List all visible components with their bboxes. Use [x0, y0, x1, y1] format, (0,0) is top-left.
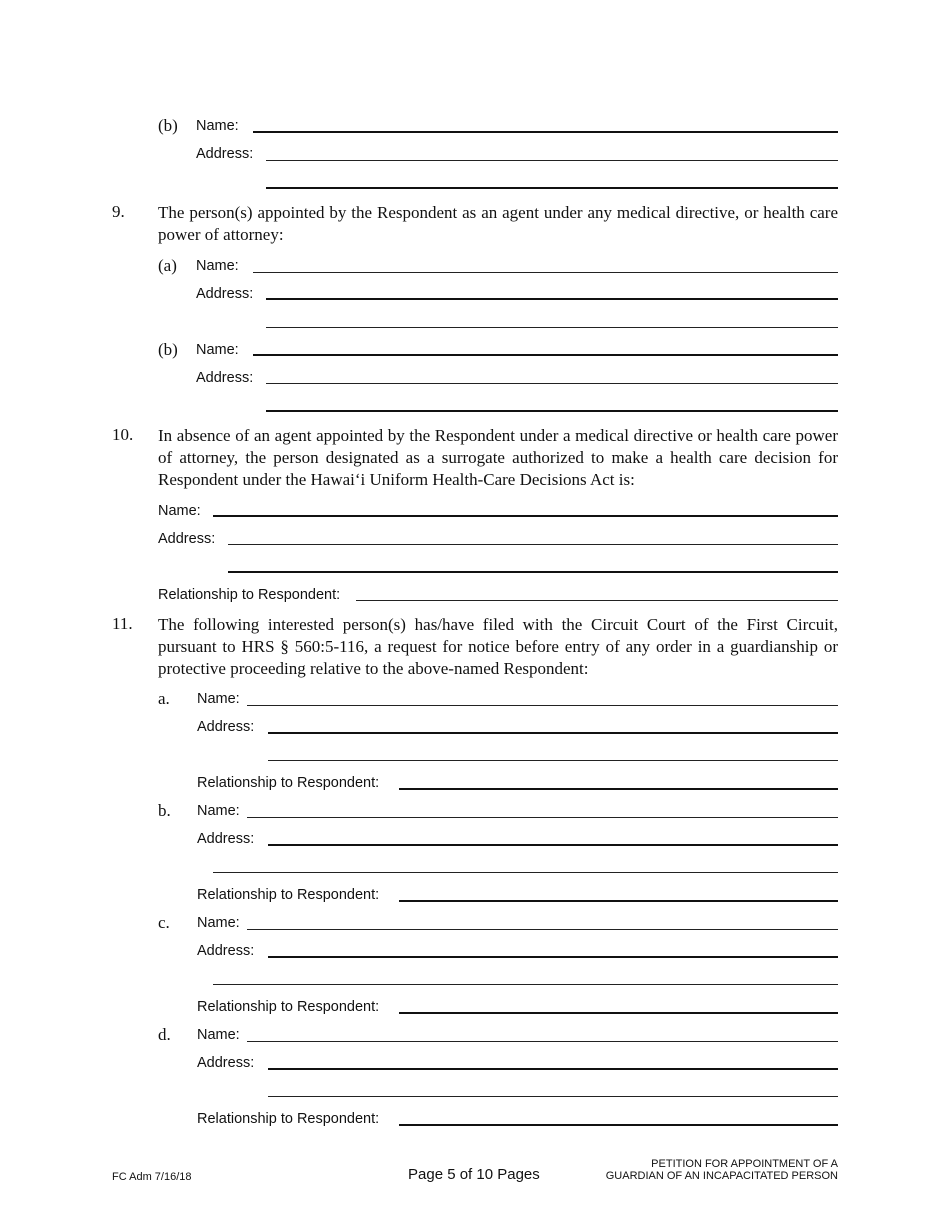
- address-field-line[interactable]: [266, 160, 838, 161]
- name-label: Name:: [197, 1027, 240, 1043]
- name-label: Name:: [197, 803, 240, 819]
- address-field-line-2[interactable]: [268, 1096, 838, 1097]
- address-field-line[interactable]: [268, 956, 838, 958]
- name-field-line[interactable]: [247, 817, 838, 818]
- relationship-label: Relationship to Respondent:: [197, 1111, 380, 1127]
- address-label: Address:: [196, 286, 254, 302]
- address-field-line-2[interactable]: [266, 327, 838, 328]
- address-field-line[interactable]: [268, 1068, 838, 1070]
- name-label: Name:: [196, 118, 239, 134]
- name-label: Name:: [197, 691, 240, 707]
- address-field-line-2[interactable]: [228, 571, 838, 573]
- address-field-line-2[interactable]: [266, 410, 838, 412]
- address-field-line-2[interactable]: [213, 872, 838, 873]
- name-field-line[interactable]: [247, 705, 838, 706]
- entry-letter: d.: [158, 1025, 171, 1044]
- relationship-label: Relationship to Respondent:: [197, 775, 380, 791]
- address-field-line-2[interactable]: [266, 187, 838, 189]
- form-title-line-2: GUARDIAN OF AN INCAPACITATED PERSON: [605, 1170, 838, 1182]
- form-title: [560, 1158, 838, 1182]
- address-label: Address:: [196, 146, 254, 162]
- address-label: Address:: [158, 531, 216, 547]
- name-field-line[interactable]: [213, 515, 838, 517]
- relationship-field-line[interactable]: [356, 600, 838, 601]
- address-label: Address:: [196, 370, 254, 386]
- entry-letter: b.: [158, 801, 171, 820]
- relationship-field-line[interactable]: [399, 1012, 838, 1014]
- form-id: FC Adm 7/16/18: [112, 1171, 192, 1183]
- name-field-line[interactable]: [247, 929, 838, 930]
- item10-number: 10.: [112, 425, 134, 444]
- address-field-line[interactable]: [268, 844, 838, 846]
- relationship-label: Relationship to Respondent:: [158, 587, 341, 603]
- name-label: Name:: [196, 258, 239, 274]
- name-label: Name:: [196, 342, 239, 358]
- address-label: Address:: [197, 1055, 255, 1071]
- entry-letter: a.: [158, 689, 170, 708]
- item11-text: The following interested person(s) has/have filed with the Circuit Court of the First Circuit, pursuant to HRS § 560:5-116, a request for notice before entry of any order in a guardianship or protective proceeding relative to the above-named Respondent:: [158, 615, 838, 678]
- relationship-field-line[interactable]: [399, 900, 838, 902]
- item8b-letter: (b): [158, 116, 178, 135]
- address-label: Address:: [197, 719, 255, 735]
- address-field-line-2[interactable]: [268, 760, 838, 761]
- name-field-line[interactable]: [253, 354, 838, 356]
- relationship-label: Relationship to Respondent:: [197, 999, 380, 1015]
- name-label: Name:: [158, 503, 201, 519]
- relationship-field-line[interactable]: [399, 788, 838, 790]
- name-label: Name:: [197, 915, 240, 931]
- page-number: Page 5 of 10 Pages: [408, 1166, 540, 1183]
- name-field-line[interactable]: [253, 272, 838, 273]
- address-field-line[interactable]: [268, 732, 838, 734]
- address-label: Address:: [197, 943, 255, 959]
- address-field-line[interactable]: [266, 383, 838, 384]
- entry-letter: c.: [158, 913, 170, 932]
- relationship-label: Relationship to Respondent:: [197, 887, 380, 903]
- item9b-letter: (b): [158, 340, 178, 359]
- item10-text: In absence of an agent appointed by the Respondent under a medical directive or health care power of attorney, the person designated as a surrogate authorized to make a health care decision for Respondent under the Hawai‘i Uniform Health-Care Decisions Act is:: [158, 426, 838, 489]
- item9a-letter: (a): [158, 256, 177, 275]
- item9-text: The person(s) appointed by the Respondent as an agent under any medical directive, or health care power of attorney:: [158, 203, 838, 244]
- relationship-field-line[interactable]: [399, 1124, 838, 1126]
- address-label: Address:: [197, 831, 255, 847]
- form-title-line-1: PETITION FOR APPOINTMENT OF A: [651, 1158, 838, 1170]
- address-field-line[interactable]: [228, 544, 838, 545]
- address-field-line-2[interactable]: [213, 984, 838, 985]
- item11-number: 11.: [112, 614, 133, 633]
- address-field-line[interactable]: [266, 298, 838, 300]
- item9-number: 9.: [112, 202, 125, 221]
- name-field-line[interactable]: [247, 1041, 838, 1042]
- name-field-line[interactable]: [253, 131, 838, 133]
